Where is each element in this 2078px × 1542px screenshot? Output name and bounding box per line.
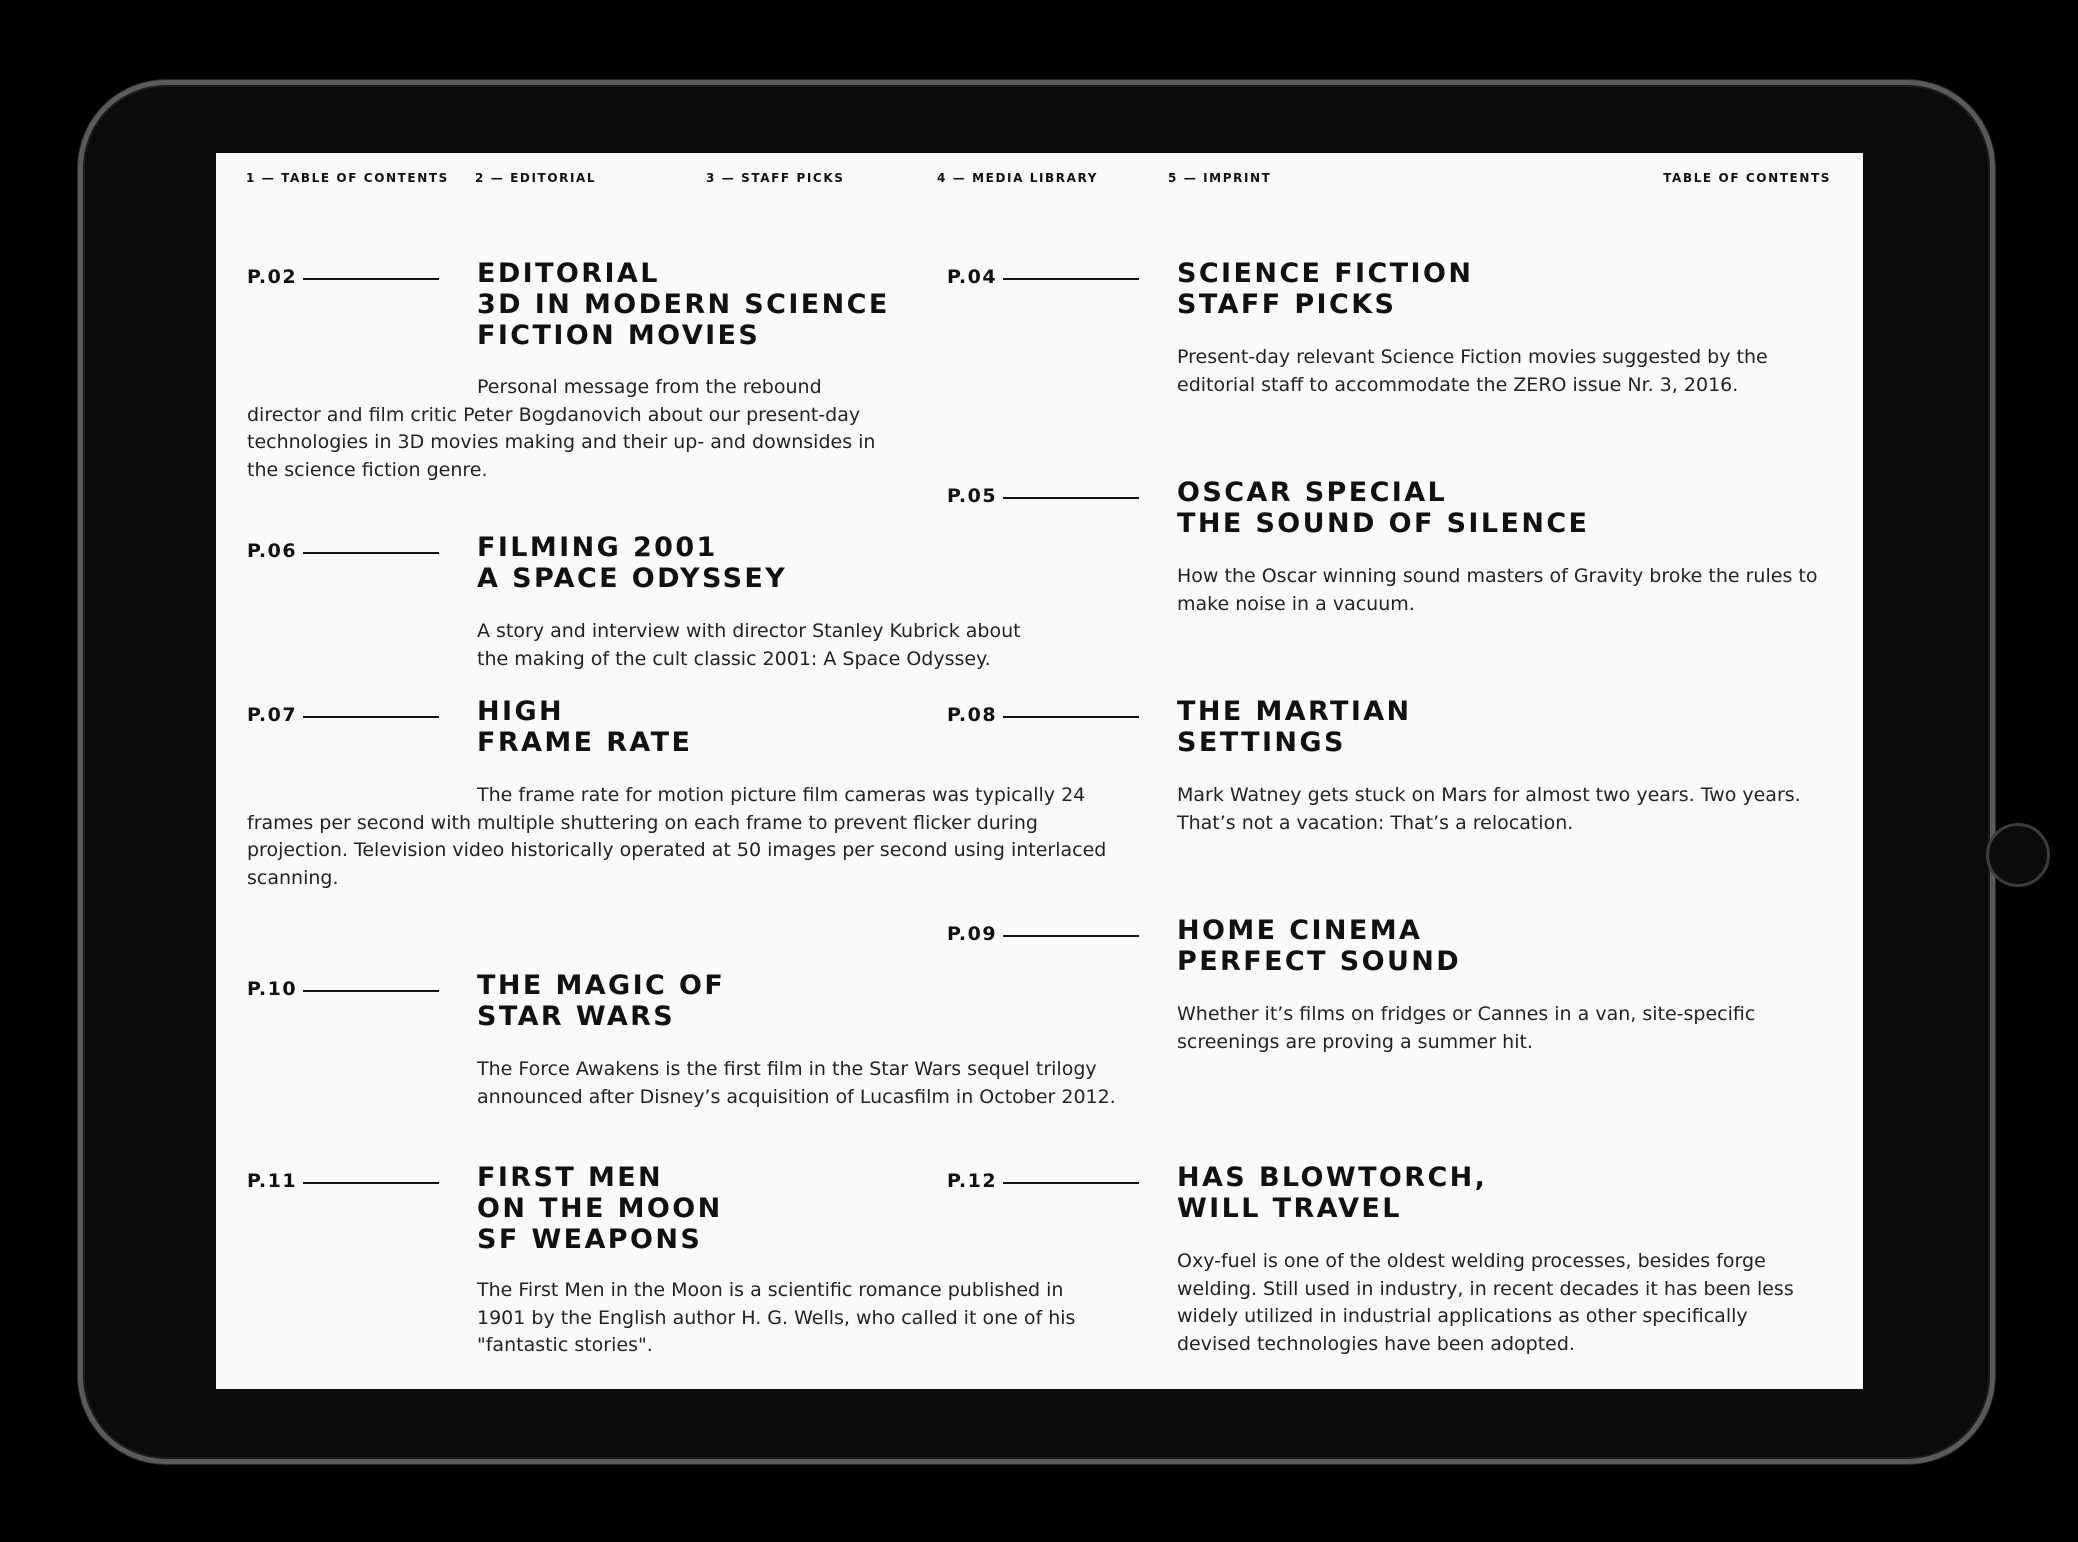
page-rule <box>303 1182 439 1184</box>
entry-description: Mark Watney gets stuck on Mars for almost two years. Two years. That’s not a vacation: That’s a relocation. <box>1177 784 1801 834</box>
page-number: P.07 <box>247 704 298 726</box>
nav-item-imprint[interactable]: 5 — IMPRINT <box>1168 171 1272 185</box>
entry-title-line: A SPACE ODYSSEY <box>477 563 788 594</box>
current-section-label: TABLE OF CONTENTS <box>1663 171 1831 185</box>
nav-item-media-library[interactable]: 4 — MEDIA LIBRARY <box>937 171 1098 185</box>
page-number: P.12 <box>947 1170 998 1192</box>
page-rule <box>303 716 439 718</box>
entry-title-line: SETTINGS <box>1177 727 1346 758</box>
page-number: P.06 <box>247 540 298 562</box>
entry-title-line: FICTION MOVIES <box>477 320 761 351</box>
entry-title-line: FRAME RATE <box>477 727 693 758</box>
entry-title[interactable] <box>477 970 725 1032</box>
entry-title[interactable] <box>477 696 692 758</box>
page-rule <box>1003 497 1139 499</box>
page-rule <box>303 990 439 992</box>
entry-title-line: THE MARTIAN <box>1177 696 1412 727</box>
entry-description: How the Oscar winning sound masters of Gravity broke the rules to make noise in a vacuum. <box>1177 565 1818 615</box>
entry-title-line: HOME CINEMA <box>1177 915 1423 946</box>
entry-title-line: FILMING 2001 <box>477 532 718 563</box>
entry-title-line: HIGH <box>477 696 565 727</box>
entry-description: The frame rate for motion picture film cameras was typically 24 frames per second with multiple shuttering on each frame to prevent flicker during projection. Television video historically operated at 50 images per second using interlaced scanning. <box>247 784 1107 889</box>
page-number: P.11 <box>247 1170 298 1192</box>
page-rule <box>303 552 439 554</box>
entry-title-line: WILL TRAVEL <box>1177 1193 1402 1224</box>
nav-item-editorial[interactable]: 2 — EDITORIAL <box>475 171 597 185</box>
page-rule <box>1003 935 1139 937</box>
entry-title[interactable] <box>477 1162 723 1255</box>
nav-item-table-of-contents[interactable]: 1 — TABLE OF CONTENTS <box>246 171 449 185</box>
page-number: P.08 <box>947 704 998 726</box>
entry-description: Oxy-fuel is one of the oldest welding processes, besides forge welding. Still used in industry, in recent decades it has been less widely utilized in industrial applications as other specifically devised technologies have been adopted. <box>1177 1250 1794 1355</box>
screen <box>216 153 1863 1389</box>
entry-title[interactable] <box>477 258 890 351</box>
entry-title-line: EDITORIAL <box>477 258 660 289</box>
entry-description: A story and interview with director Stanley Kubrick about the making of the cult classic 2001: A Space Odyssey. <box>477 620 1021 670</box>
page-rule <box>1003 1182 1139 1184</box>
entry-title[interactable] <box>1177 477 1589 539</box>
entry-title-line: OSCAR SPECIAL <box>1177 477 1448 508</box>
entry-title-line: ON THE MOON <box>477 1193 723 1224</box>
page-rule <box>1003 278 1139 280</box>
entry-title-line: THE SOUND OF SILENCE <box>1177 508 1590 539</box>
page-rule <box>303 278 439 280</box>
entry-description: Whether it’s films on fridges or Cannes in a van, site-specific screenings are proving a summer hit. <box>1177 1003 1756 1053</box>
page-number: P.05 <box>947 485 998 507</box>
page-number: P.04 <box>947 266 998 288</box>
page-number: P.02 <box>247 266 298 288</box>
nav-item-staff-picks[interactable]: 3 — STAFF PICKS <box>706 171 845 185</box>
entry-title-line: 3D IN MODERN SCIENCE <box>477 289 890 320</box>
entry-title[interactable] <box>1177 258 1473 320</box>
entry-title-line: FIRST MEN <box>477 1162 664 1193</box>
top-navigation <box>216 171 1863 191</box>
page-rule <box>1003 716 1139 718</box>
page-number: P.09 <box>947 923 998 945</box>
entry-title-line: HAS BLOWTORCH, <box>1177 1162 1488 1193</box>
entry-title-line: THE MAGIC OF <box>477 970 726 1001</box>
entry-title-line: PERFECT SOUND <box>1177 946 1462 977</box>
entry-description: The First Men in the Moon is a scientific romance published in 1901 by the English author H. G. Wells, who called it one of his "fantastic stories". <box>477 1279 1076 1356</box>
entry-title[interactable] <box>1177 915 1461 977</box>
entry-title[interactable] <box>1177 696 1412 758</box>
entry-description: Present-day relevant Science Fiction movies suggested by the editorial staff to accommodate the ZERO issue Nr. 3, 2016. <box>1177 346 1768 396</box>
home-button[interactable] <box>1986 823 2050 887</box>
entry-description: Personal message from the rebound director and film critic Peter Bogdanovich about our present-day technologies in 3D movies making and their up- and downsides in the science fiction genre. <box>247 376 876 481</box>
entry-title-line: STAR WARS <box>477 1001 676 1032</box>
entry-title-line: SF WEAPONS <box>477 1224 703 1255</box>
entry-description: The Force Awakens is the first film in the Star Wars sequel trilogy announced after Disney’s acquisition of Lucasfilm in October 2012. <box>477 1058 1116 1108</box>
entry-title[interactable] <box>477 532 787 594</box>
entry-title[interactable] <box>1177 1162 1487 1224</box>
page-number: P.10 <box>247 978 298 1000</box>
entry-title-line: SCIENCE FICTION <box>1177 258 1474 289</box>
entry-title-line: STAFF PICKS <box>1177 289 1397 320</box>
